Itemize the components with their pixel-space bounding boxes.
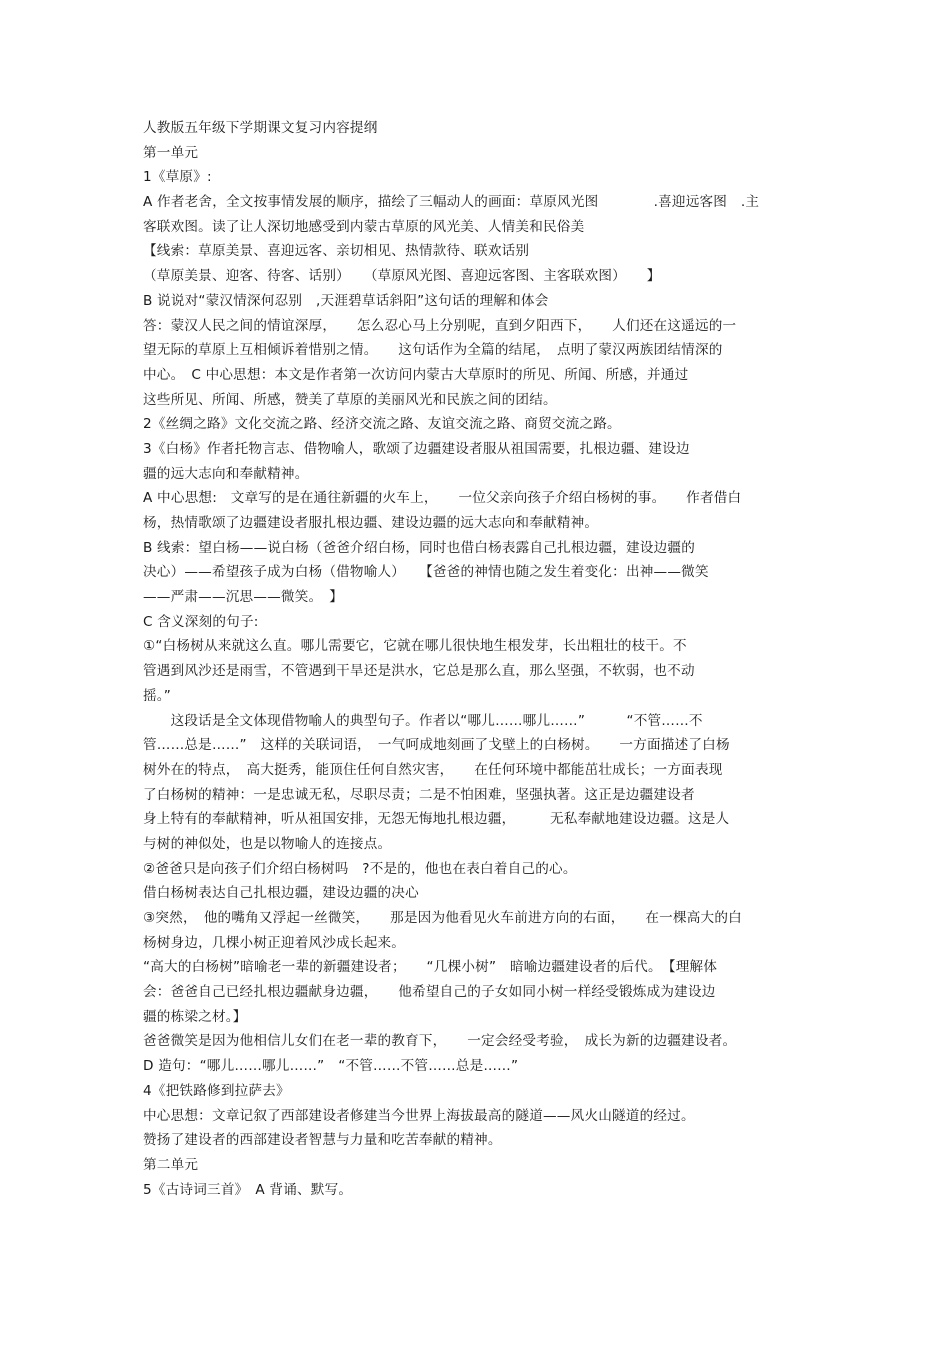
text-line: ③突然， 他的嘴角又浮起一丝微笑， 那是因为他看见火车前进方向的右面， 在一棵高大的白	[143, 910, 742, 926]
text-line: （草原美景、迎客、待客、话别） （草原风光图、喜迎远客图、主客联欢图） 】	[143, 268, 661, 285]
document-page	[143, 116, 815, 1202]
text-line: 杨，热情歌颂了边疆建设者服扎根边疆、建设边疆的远大志向和奉献精神。	[143, 515, 599, 531]
text-line: 疆的远大志向和奉献精神。	[143, 465, 309, 482]
text-line: C 含义深刻的句子:	[143, 613, 259, 630]
text-line: 借白杨树表达自己扎根边疆，建设边疆的决心	[143, 885, 419, 902]
text-line: ②爸爸只是向孩子们介绍白杨树吗 ?不是的，他也在表白着自己的心。	[143, 860, 577, 877]
text-line: 中心。 C 中心思想：本文是作者第一次访问内蒙古大草原时的所见、所闻、所感，并通过	[143, 366, 689, 383]
text-line: 会：爸爸自己已经扎根边疆献身边疆， 他希望自己的子女如同小树一样经受锻炼成为建设边	[143, 984, 716, 1001]
text-line: B 线索：望白杨——说白杨（爸爸介绍白杨，同时也借白杨表露自己扎根边疆，建设边疆的	[143, 539, 696, 556]
text-line: D 造句：“哪儿……哪儿……” “不管……不管……总是……”	[143, 1058, 519, 1075]
text-line: 与树的神似处，也是以物喻人的连接点。	[143, 835, 392, 852]
text-line: A 中心思想: 文章写的是在通往新疆的火车上， 一位父亲向孩子介绍白杨树的事。 作者借白	[143, 490, 742, 507]
text-line: ——严肃——沉思——微笑。 】	[143, 589, 344, 606]
text-line: 身上特有的奉献精神，听从祖国安排，无怨无悔地扎根边疆， 无私奉献地建设边疆。这是人	[143, 811, 730, 828]
text-line: 爸爸微笑是因为他相信儿女们在老一辈的教育下， 一定会经受考验， 成长为新的边疆建设者。	[143, 1033, 737, 1050]
lesson-heading: 4《把铁路修到拉萨去》	[143, 1082, 290, 1099]
text-line: 望无际的草原上互相倾诉着惜别之情。 这句话作为全篇的结尾， 点明了蒙汉两族团结情深的	[143, 342, 723, 359]
text-line: 客联欢图。读了让人深切地感受到内蒙古草原的风光美、人情美和民俗美	[143, 218, 585, 235]
text-line: 管……总是……” 这样的关联词语， 一气呵成地刻画了戈壁上的白杨树。 一方面描述了白杨	[143, 737, 730, 754]
text-line: 中心思想：文章记叙了西部建设者修建当今世界上海拔最高的隧道——风火山隧道的经过。	[143, 1107, 695, 1124]
text-line: 杨树身边，几棵小树正迎着风沙成长起来。	[143, 934, 406, 951]
lesson-heading: 1《草原》:	[143, 169, 212, 186]
text-line: 【线索：草原美景、喜迎远客、亲切相见、热情款待、联欢话别	[143, 243, 530, 260]
text-line: 赞扬了建设者的西部建设者智慧与力量和吃苦奉献的精神。	[143, 1132, 502, 1149]
lesson-heading: 5《古诗词三首》 A 背诵、默写。	[143, 1181, 353, 1198]
document-title: 人教版五年级下学期课文复习内容提纲	[143, 120, 378, 136]
text-line: “高大的白杨树”暗喻老一辈的新疆建设者； “几棵小树” 暗喻边疆建设者的后代。 【理解体	[143, 959, 718, 976]
lesson-heading: 2《丝绸之路》文化交流之路、经济交流之路、友谊交流之路、商贸交流之路。	[143, 416, 621, 433]
lesson-heading: 3《白杨》作者托物言志、借物喻人，歌颂了边疆建设者服从祖国需要，扎根边疆、建设边	[143, 440, 690, 457]
text-line: 这些所见、所闻、所感，赞美了草原的美丽风光和民族之间的团结。	[143, 391, 557, 408]
text-line: 疆的栋梁之材。】	[143, 1008, 247, 1025]
text-line: 这段话是全文体现借物喻人的典型句子。作者以“哪儿……哪儿……” “不管……不	[143, 712, 703, 729]
text-line: 了白杨树的精神：一是忠诚无私，尽职尽责；二是不怕困难，坚强执著。这正是边疆建设者	[143, 786, 695, 803]
text-line: 管遇到风沙还是雨雪，不管遇到干旱还是洪水，它总是那么直，那么坚强，不软弱，也不动	[143, 663, 695, 680]
text-line: 摇。”	[143, 687, 172, 704]
text-line: ①“白杨树从来就这么直。哪儿需要它，它就在哪儿很快地生根发芽，长出粗壮的枝干。不	[143, 638, 687, 655]
text-line: A 作者老舍，全文按事情发展的顺序，描绘了三幅动人的画面：草原风光图 .喜迎远客图 .主	[143, 194, 760, 211]
text-line: 决心）——希望孩子成为白杨（借物喻人） 【爸爸的神情也随之发生着变化：出神——微笑	[143, 564, 709, 581]
text-line: 树外在的特点， 高大挺秀，能顶住任何自然灾害， 在任何环境中都能茁壮成长；一方面表现	[143, 761, 723, 778]
text-line: 答：蒙汉人民之间的情谊深厚， 怎么忍心马上分别呢，直到夕阳西下， 人们还在这遥远的一	[143, 317, 737, 334]
section-heading: 第二单元	[143, 1156, 199, 1173]
section-heading: 第一单元	[143, 144, 199, 161]
text-line: B 说说对“蒙汉情深何忍别 ,天涯碧草话斜阳”这句话的理解和体会	[143, 292, 549, 309]
